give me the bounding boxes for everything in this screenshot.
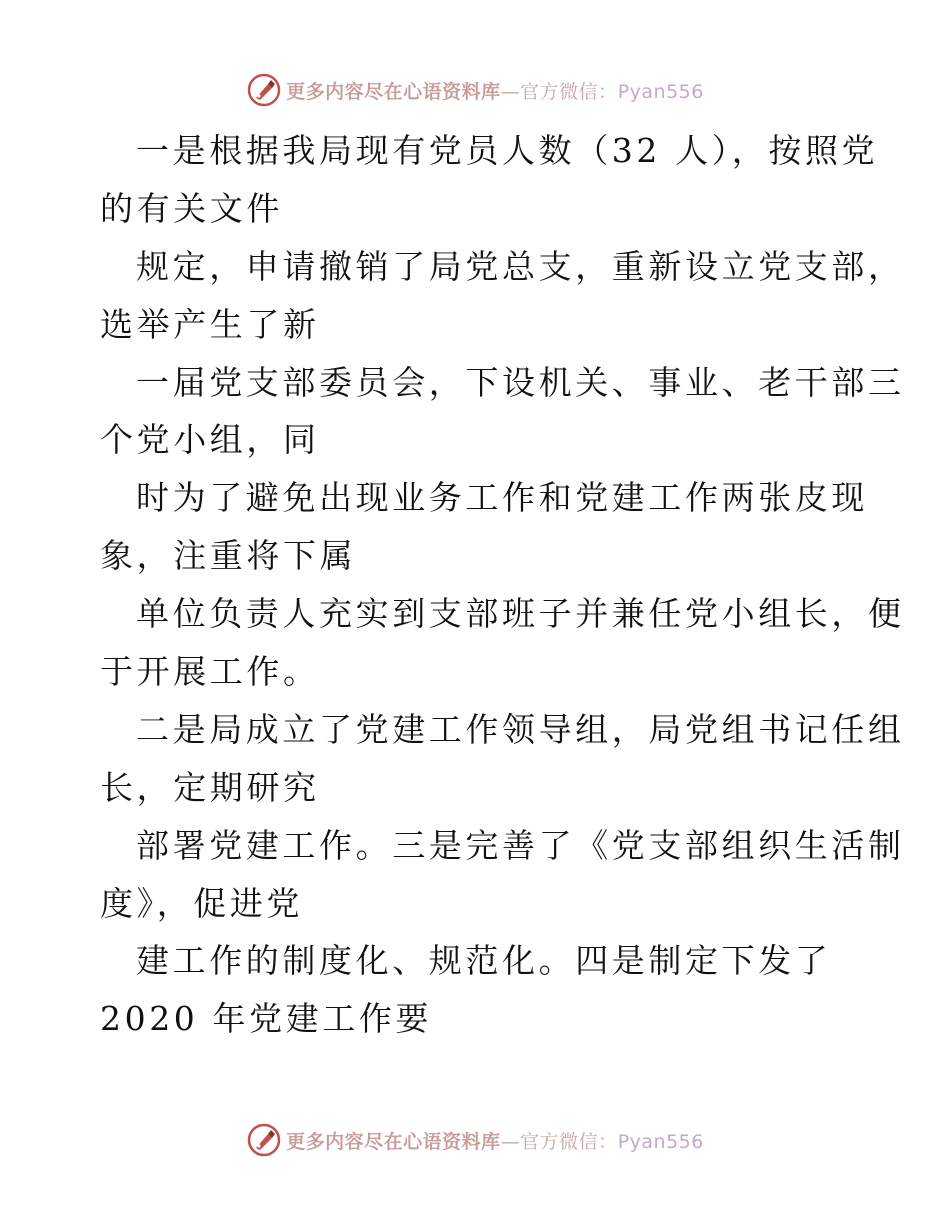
document-body [100, 122, 905, 1048]
watermark-text [286, 77, 704, 104]
text-line: 一是根据我局现有党员人数（32 人），按照党 [136, 131, 879, 170]
watermark-separator: — [500, 1130, 521, 1153]
text-line: 部署党建工作。三是完善了《党支部组织生活制 [136, 825, 905, 865]
watermark-brand: 更多内容尽在心语资料库 [286, 80, 501, 103]
text-line: 建工作的制度化、规范化。四是制定下发了 [136, 941, 832, 981]
text-line: 长，定期研究 [100, 767, 320, 807]
watermark-separator: — [500, 80, 521, 103]
watermark-label: 官方微信： [520, 1130, 618, 1153]
text-line: 一届党支部委员会，下设机关、事业、老干部三 [136, 362, 905, 402]
watermark-label: 官方微信： [520, 80, 618, 103]
pen-nib-logo-icon [246, 72, 282, 108]
header-watermark [0, 72, 950, 108]
pen-nib-logo-icon [246, 1122, 282, 1158]
text-line: 选举产生了新 [100, 304, 320, 344]
watermark-brand: 更多内容尽在心语资料库 [286, 1130, 501, 1153]
text-line: 二是局成立了党建工作领导组，局党组书记任组 [136, 709, 905, 749]
watermark-text [286, 1127, 704, 1154]
watermark-wechat-id: Pyan556 [617, 1130, 704, 1153]
text-line: 规定，申请撤销了局党总支，重新设立党支部， [136, 246, 905, 286]
text-line: 于开展工作。 [100, 652, 320, 692]
footer-watermark [0, 1122, 950, 1158]
text-line: 时为了避免出现业务工作和党建工作两张皮现 [136, 478, 868, 518]
text-line: 度》，促进党 [100, 883, 304, 923]
text-line: 2020 年党建工作要 [100, 999, 433, 1039]
text-line: 象，注重将下属 [100, 536, 357, 576]
text-line: 个党小组，同 [100, 420, 320, 460]
text-line: 的有关文件 [100, 188, 283, 228]
watermark-wechat-id: Pyan556 [617, 80, 704, 103]
text-line: 单位负责人充实到支部班子并兼任党小组长，便 [136, 594, 905, 634]
